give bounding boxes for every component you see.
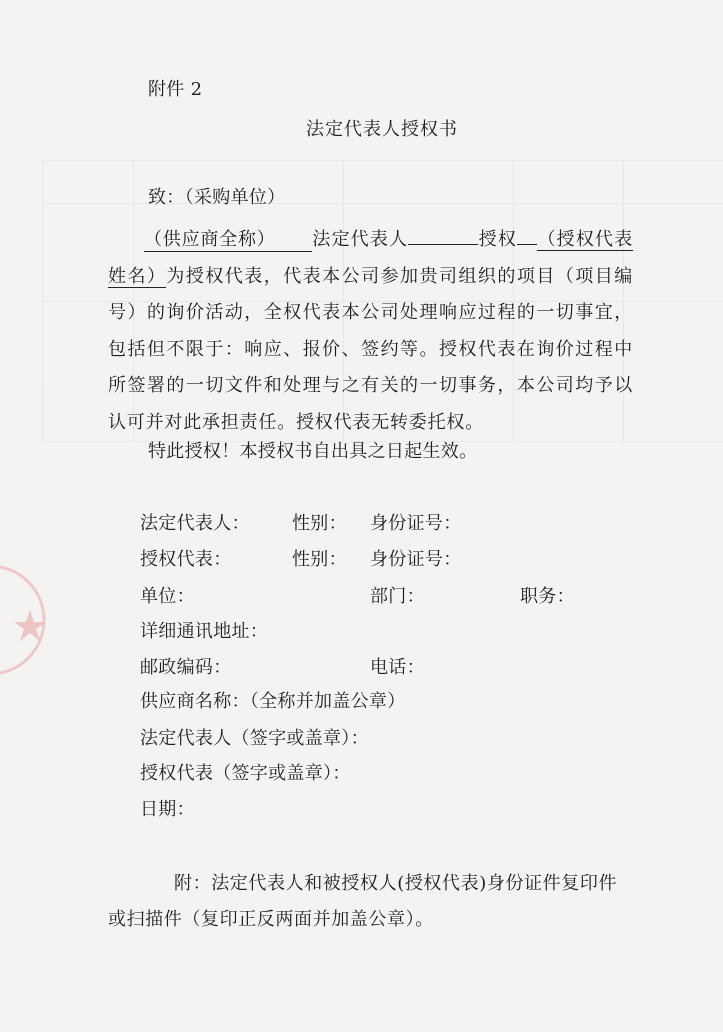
supplier-name-blank [144,229,312,252]
agent-name-placeholder-2: 代表姓名） [108,229,633,287]
field-gender-1: 性别： [292,513,347,534]
supplier-full-name-placeholder: （供应商全称） [144,229,276,250]
field-agent-signature: 授权代表（签字或盖章）： [140,763,351,784]
field-gender-2: 性别： [292,549,347,570]
document-title: 法定代表人授权书 [306,119,458,140]
authorization-body-text: 为授权代表，代表本公司参加贵司组织的项目（项目编号）的询价活动，全权代表本公司处理响应过程的一切事宜，包括但不限于：响应、报价、签约等。授权代表在询价过程中所签署的一切文件和处理与之有关的一切事务，本公司均予以认可并对此承担责任。授权代表无转委托权。 [108,265,633,433]
field-legal-rep-signature: 法定代表人（签字或盖章）： [140,728,369,749]
agent-name-blank [517,244,537,245]
field-legal-rep: 法定代表人： [140,513,250,534]
field-supplier-name: 供应商名称：（全称并加盖公章） [140,691,406,712]
legal-rep-label: 法定代表人 [312,229,409,250]
addressee-line: 致：（采购单位） [148,187,286,208]
seal-fragment-icon [0,560,50,680]
authorization-paragraph [108,222,633,441]
field-id-number-1: 身份证号： [370,513,462,534]
agent-name-placeholder-1: （授权 [537,229,596,250]
attachment-label: 附件 2 [148,79,203,100]
field-postal-code: 邮政编码： [140,657,232,678]
field-agent: 授权代表： [140,549,232,570]
effective-statement: 特此授权！本授权书自出具之日起生效。 [148,441,478,462]
attachment-note: 附：法定代表人和被授权人(授权代表)身份证件复印件或扫描件（复印正反两面并加盖公章）。 [108,873,618,930]
field-unit: 单位： [140,586,195,607]
field-id-number-2: 身份证号： [370,549,462,570]
field-position: 职务： [520,586,575,607]
legal-rep-name-blank [408,244,478,245]
field-phone: 电话： [370,657,425,678]
authorize-word: 授权 [478,229,518,250]
field-address: 详细通讯地址： [140,621,269,642]
field-date: 日期： [140,799,195,820]
field-department: 部门： [370,586,425,607]
